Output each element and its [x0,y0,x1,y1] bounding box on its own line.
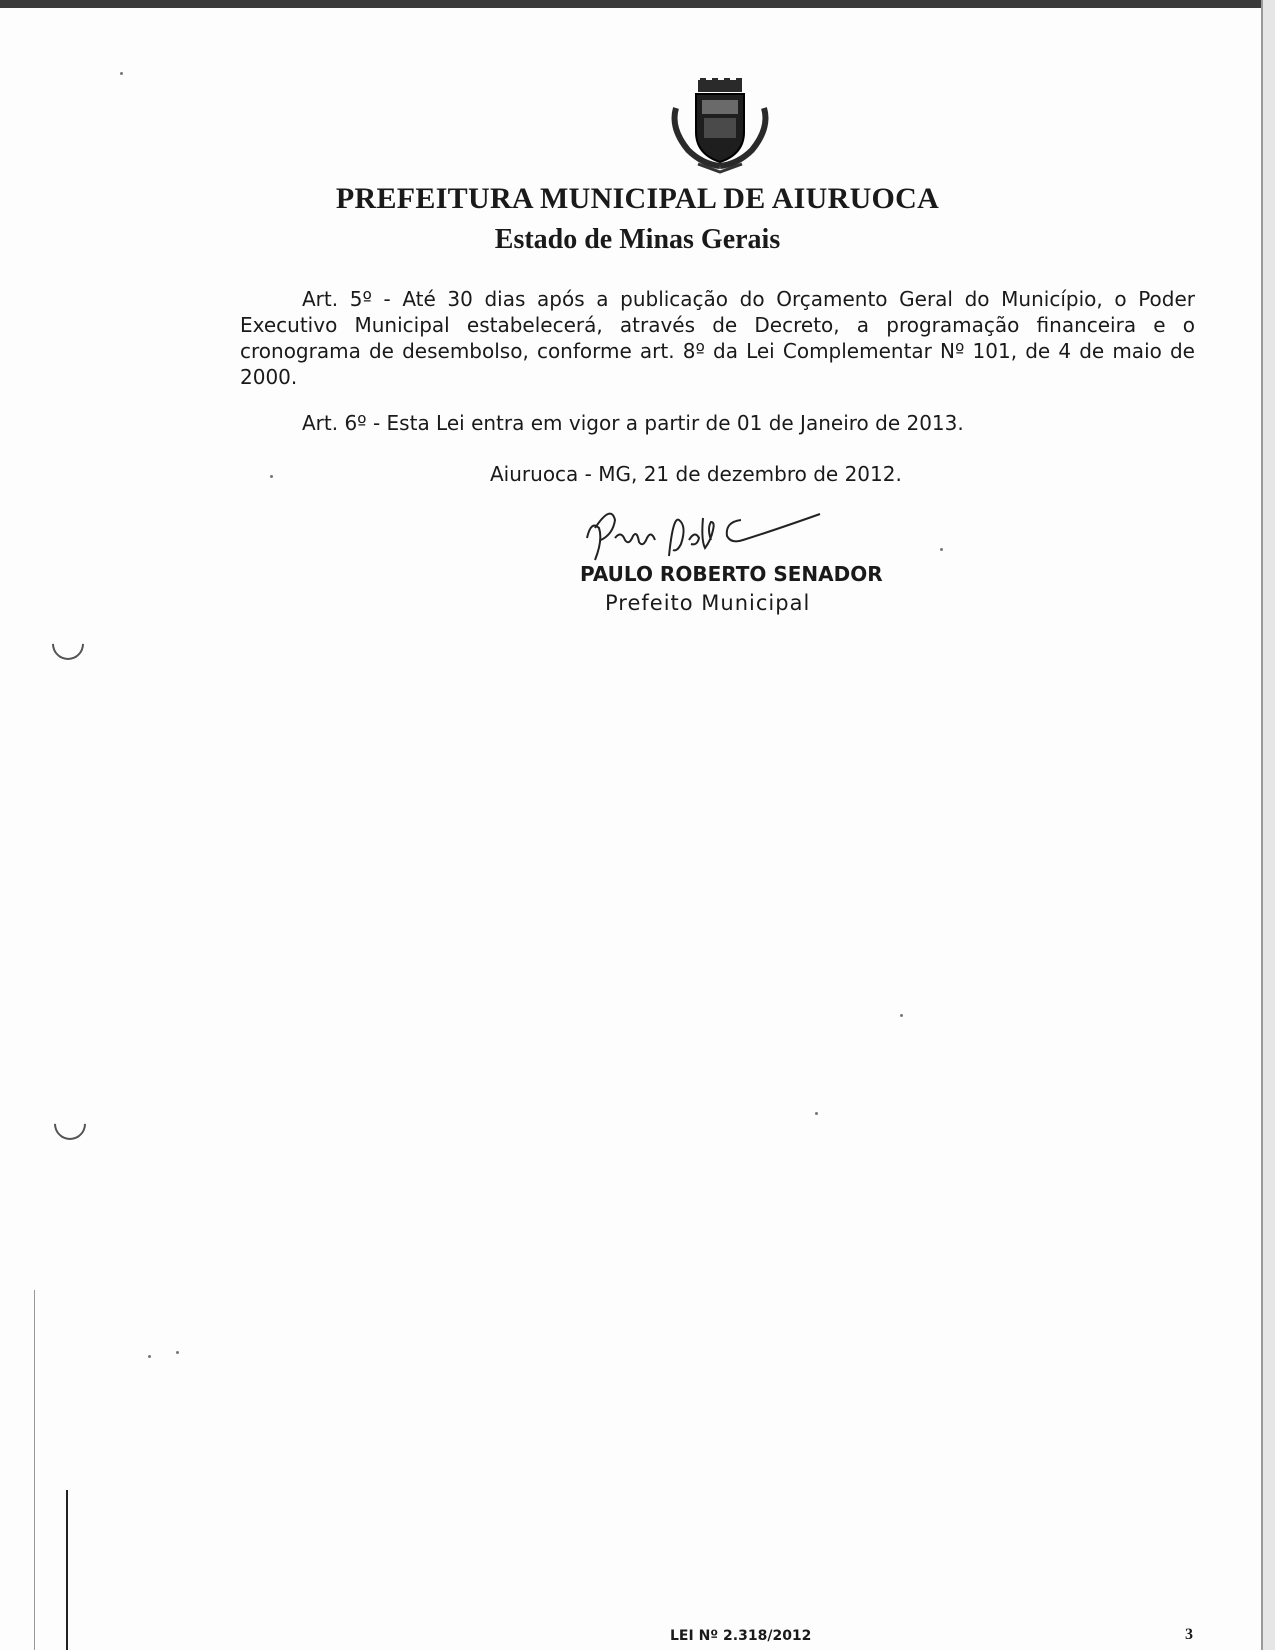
handwritten-signature [585,500,835,570]
scan-margin-line [66,1490,68,1650]
signer-role: Prefeito Municipal [605,591,811,615]
page-number: 3 [1185,1626,1193,1643]
punch-hole-mark [45,621,90,666]
signer-name: PAULO ROBERTO SENADOR [580,562,883,586]
scan-speck [815,1112,818,1115]
scan-speck [940,548,943,551]
scan-margin-line [34,1290,35,1650]
scan-speck [176,1351,179,1354]
scan-speck [900,1014,903,1017]
article-6-paragraph: Art. 6º - Esta Lei entra em vigor a partir de 01 de Janeiro de 2013. [302,411,964,435]
article-5-paragraph: Art. 5º - Até 30 dias após a publicação do Orçamento Geral do Município, o Poder Executivo Municipal estabelecerá, através de Decreto, a programação financeira e o cronograma de desembolso, conforme art. 8º da Lei Complementar Nº 101, de 4 de maio de 2000. [240,287,1195,389]
scan-speck [148,1355,151,1358]
punch-hole-mark [47,1101,92,1146]
coat-of-arms-icon [668,78,772,174]
scan-speck [270,475,273,478]
place-date-line: Aiuruoca - MG, 21 de dezembro de 2012. [490,462,902,486]
page-subtitle: Estado de Minas Gerais [494,224,781,255]
page-title: PREFEITURA MUNICIPAL DE AIURUOCA [335,182,940,215]
footer-law-number: LEI Nº 2.318/2012 [670,1628,812,1644]
scan-speck [120,72,123,75]
scan-top-edge [0,0,1265,8]
